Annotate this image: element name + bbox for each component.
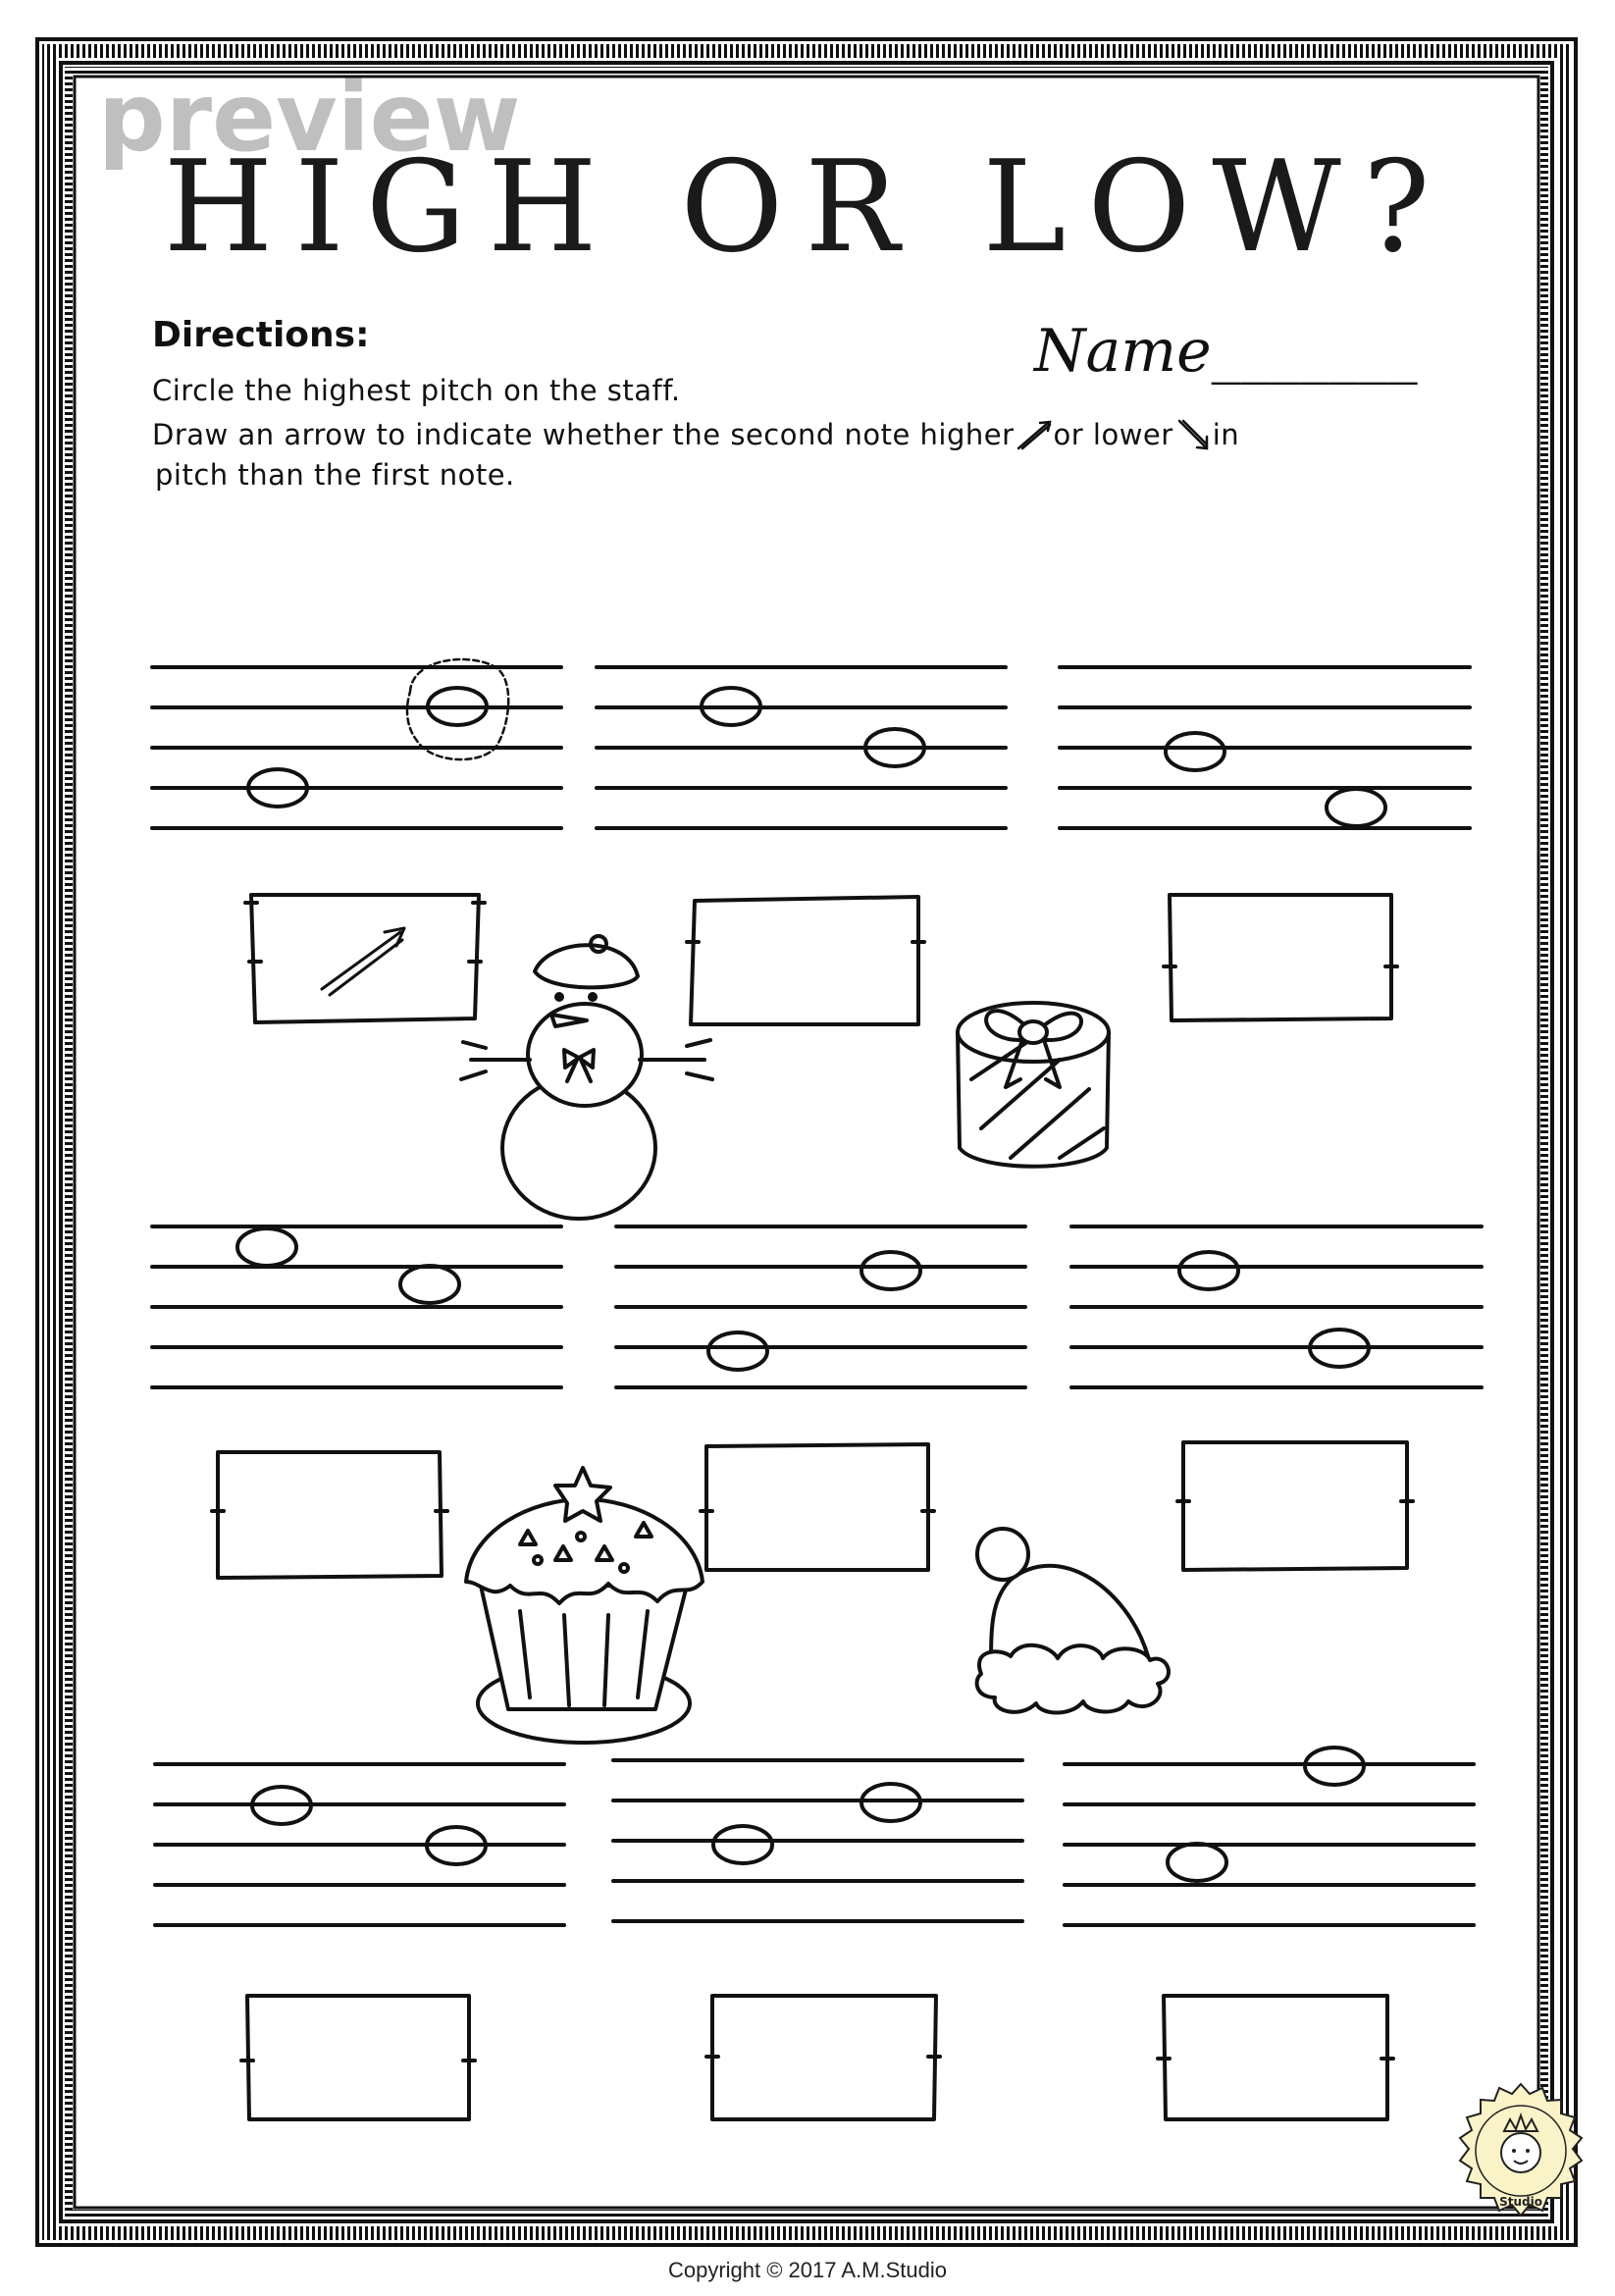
staff-5 (616, 1226, 1025, 1387)
gift-box-picture (958, 1003, 1109, 1167)
down-arrow-icon (1173, 419, 1213, 450)
staff-6 (1071, 1226, 1482, 1387)
note (1327, 789, 1385, 826)
staff-8 (613, 1760, 1022, 1921)
answer-box[interactable] (1177, 1442, 1413, 1570)
staff-7 (155, 1764, 564, 1925)
santa-hat-picture (977, 1529, 1169, 1713)
answer-box[interactable] (701, 1444, 934, 1570)
answer-box[interactable] (706, 1996, 940, 2119)
directions-text: Draw an arrow to indicate whether the second note higher (152, 418, 1015, 451)
staff-3 (1060, 667, 1470, 828)
note (1179, 1252, 1238, 1289)
staff-9 (1065, 1764, 1474, 1925)
answer-box[interactable] (1158, 1996, 1393, 2119)
example-arrow (322, 928, 404, 995)
directions-line-1: Circle the highest pitch on the staff. (152, 374, 681, 407)
note (861, 1252, 920, 1289)
answer-box[interactable] (687, 897, 924, 1024)
directions-heading: Directions: (152, 315, 370, 355)
directions-text: in (1212, 418, 1240, 451)
cupcake-picture (466, 1468, 703, 1743)
staff-1 (152, 667, 561, 828)
name-field[interactable]: Name_______ (1034, 317, 1418, 386)
note (713, 1826, 772, 1863)
preview-watermark: preview (98, 63, 521, 173)
answer-box[interactable] (212, 1452, 447, 1578)
answer-box[interactable] (241, 1996, 475, 2119)
note (400, 1266, 459, 1303)
answer-box[interactable] (1164, 895, 1397, 1020)
note (237, 1228, 296, 1266)
directions-line-2 (152, 419, 1239, 450)
copyright-footer: Copyright © 2017 A.M.Studio (667, 2258, 948, 2282)
note (1166, 733, 1224, 770)
example-circle (407, 659, 508, 759)
note (708, 1332, 767, 1370)
note (1168, 1844, 1226, 1881)
svg-text:Studio: Studio (1499, 2195, 1542, 2209)
directions-text: or lower (1053, 418, 1173, 451)
up-arrow-icon (1015, 419, 1054, 450)
snowman-picture (461, 936, 712, 1219)
page-title: HIGH OR LOW? (163, 134, 1452, 281)
directions-line-3: pitch than the first note. (155, 458, 515, 492)
staff-2 (597, 667, 1006, 828)
studio-stamp-logo (1447, 2080, 1594, 2227)
staff-4 (152, 1226, 561, 1387)
